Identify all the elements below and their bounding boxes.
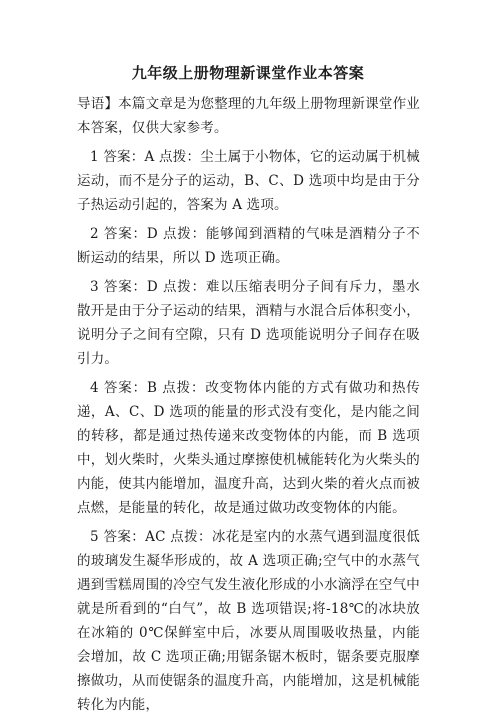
document-body xyxy=(77,92,420,722)
answer-paragraph-5: 5 答案：AC 点拨：冰花是室内的水蒸气遇到温度很低的玻璃发生凝华形成的，故 A 选项正确;空气中的水蒸气遇到雪糕周围的冷空气发生液化形成的小水滴浮在空气中就是所看到的“白气”，故 B 选项错误;将-18℃的冰块放在冰箱的 0℃保鲜室中后，冰要从周围吸收热量，内能会增加，故 C 选项正确;用锯条锯木板时，锯条要克服摩擦做功，从而使锯条的温度升高，内能增加，这是机械能转化为内能， xyxy=(77,529,420,713)
intro-paragraph: 导语】本篇文章是为您整理的九年级上册物理新课堂作业本答案，仅供大家参考。 xyxy=(77,96,420,136)
answer-paragraph-2: 2 答案：D 点拨：能够闻到酒精的气味是酒精分子不断运动的结果，所以 D 选项正确。 xyxy=(77,226,420,266)
answer-paragraph-4: 4 答案：B 点拨：改变物体内能的方式有做功和热传递，A、C、D 选项的能量的形式没有变化，是内能之间的转移，都是通过热传递来改变物体的内能，而 B 选项中，划火柴时，火柴头通过摩擦使机械能转化为火柴头的内能，使其内能增加，温度升高，达到火柴的着火点而被点燃，是能量的转化，故是通过做功改变物体的内能。 xyxy=(77,380,420,516)
answer-paragraph-3: 3 答案：D 点拨：难以压缩表明分子间有斥力，墨水散开是由于分子运动的结果，酒精与水混合后体积变小，说明分子之间有空隙，只有 D 选项能说明分子间存在吸引力。 xyxy=(77,279,420,367)
document-title: 九年级上册物理新课堂作业本答案 xyxy=(131,64,365,82)
answer-paragraph-1: 1 答案：A 点拨：尘土属于小物体，它的运动属于机械运动，而不是分子的运动，B、C、D 选项中均是由于分子热运动引起的，答案为 A 选项。 xyxy=(77,149,420,213)
